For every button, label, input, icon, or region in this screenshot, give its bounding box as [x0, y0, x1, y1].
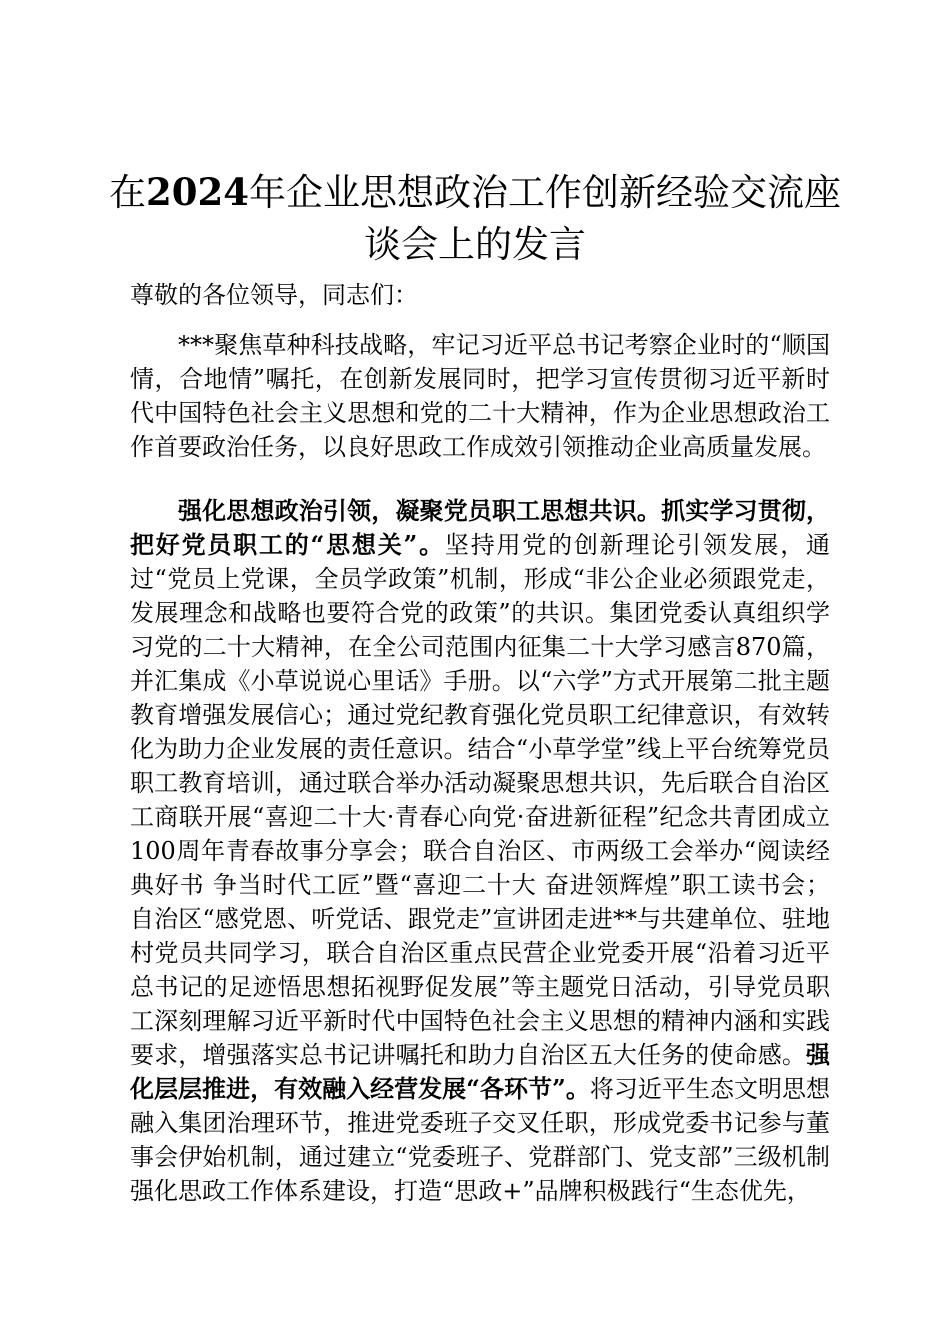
paragraph-intro: ***聚焦草种科技战略，牢记习近平总书记考察企业时的“顺国情，合地情”嘱托，在创新发展同时，把学习宣传贯彻习近平新时代中国特色社会主义思想和党的二十大精神，作为企业思想政治工作首要政治任务，以良好思政工作成效引领推动企业高质量发展。 [130, 331, 830, 461]
heading-layered-advancement: 强化层层推进，有效融入经营发展“各环节”。 [130, 1040, 830, 1103]
paragraph-main-text-2: 将习近平生态文明思想融入集团治理环节，推进党委班子交叉任职，形成党委书记参与董事会伊始机制，通过建立“党委班子、党群部门、党支部”三级机制强化思政工作体系建设，打造“思政+”品牌积极践行“生态优先， [130, 1075, 831, 1205]
title-year: 2024 [146, 170, 249, 214]
title-line1-rest: 年企业思想政治工作创新经验交流座 [248, 171, 841, 214]
paragraph-main-text-1: 坚持用党的创新理论引领发展，通过“党员上党课，全员学政策”机制，形成“非公企业必须跟党走，发展理念和战略也要符合党的政策”的共识。集团党委认真组织学习党的二十大精神，在全公司范围内征集二十大学习感言870篇，并汇集成《小草说说心里话》手册。以“六学”方式开展第二批主题教育增强发展信心；通过党纪教育强化党员职工纪律意识，有效转化为助力企业发展的责任意识。结合“小草学堂”线上平台统筹党员职工教育培训，通过联合举办活动凝聚思想共识，先后联合自治区工商联开展“喜迎二十大·青春心向党·奋进新征程”纪念共青团成立100周年青春故事分享会；联合自治区、市两级工会举办“阅读经典好书 争当时代工匠”暨“喜迎二十大 奋进领辉煌”职工读书会；自治区“感党恩、听党话、跟党走”宣讲团走进**与共建单位、驻地村党员共同学习，联合自治区重点民营企业党委开展“沿着习近平总书记的足迹悟思想拓视野促发展”等主题党日活动，引导党员职工深刻理解习近平新时代中国特色社会主义思想的精神内涵和实践要求，增强落实总书记讲嘱托和助力自治区五大任务的使命感。 [130, 531, 831, 1069]
document-title [100, 166, 850, 271]
title-prefix: 在 [109, 171, 146, 214]
paragraph-main [130, 494, 830, 1208]
heading-ideological-guidance: 强化思想政治引领，凝聚党员职工思想共识。抓实学习贯彻，把好党员职工的“思想关”。 [130, 496, 830, 559]
salutation: 尊敬的各位领导，同志们： [130, 281, 418, 309]
title-line2: 谈会上的发言 [364, 223, 586, 266]
